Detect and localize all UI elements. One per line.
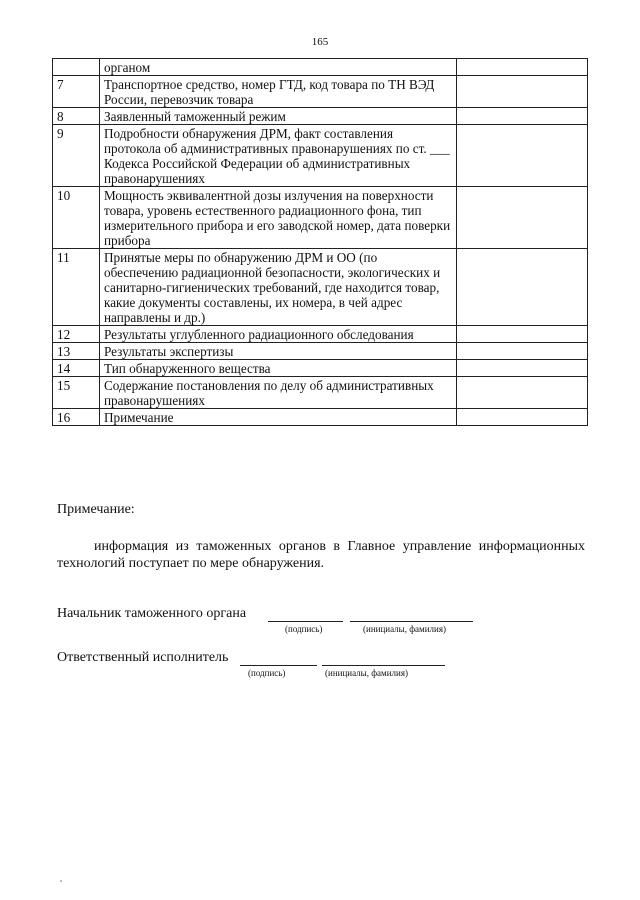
signature-caption: (подпись) <box>285 624 323 634</box>
report-table <box>52 58 588 426</box>
row-value <box>457 343 588 360</box>
row-number: 11 <box>53 249 100 326</box>
row-value <box>457 59 588 76</box>
name-line <box>350 621 473 622</box>
row-value <box>457 108 588 125</box>
table-row <box>53 249 588 326</box>
row-value <box>457 125 588 187</box>
row-number: 7 <box>53 76 100 108</box>
row-description: Принятые меры по обнаружению ДРМ и ОО (по обеспечению радиационной безопасности, экологических и санитарно-гигиенических требований, где находится товар, какие документы составлены, их номера, в чей адрес направлены и др.) <box>100 249 457 326</box>
row-number: 10 <box>53 187 100 249</box>
row-description: органом <box>100 59 457 76</box>
row-description: Тип обнаруженного вещества <box>100 360 457 377</box>
row-value <box>457 187 588 249</box>
row-number: 13 <box>53 343 100 360</box>
row-value <box>457 360 588 377</box>
row-description: Транспортное средство, номер ГТД, код товара по ТН ВЭД России, перевозчик товара <box>100 76 457 108</box>
table-row <box>53 125 588 187</box>
table-row <box>53 187 588 249</box>
row-value <box>457 76 588 108</box>
row-number: 9 <box>53 125 100 187</box>
row-number: 16 <box>53 409 100 426</box>
note-title: Примечание: <box>57 502 135 517</box>
scan-speck <box>60 880 62 882</box>
table-row <box>53 76 588 108</box>
row-description: Содержание постановления по делу об административных правонарушениях <box>100 377 457 409</box>
signature-line <box>268 621 343 622</box>
signature-label-executor: Ответственный исполнитель <box>57 650 229 665</box>
table-row <box>53 59 588 76</box>
table-row <box>53 360 588 377</box>
row-number: 8 <box>53 108 100 125</box>
table-row <box>53 409 588 426</box>
row-description: Примечание <box>100 409 457 426</box>
row-number: 12 <box>53 326 100 343</box>
name-line <box>322 665 445 666</box>
row-description: Результаты экспертизы <box>100 343 457 360</box>
table-row <box>53 343 588 360</box>
name-caption: (инициалы, фамилия) <box>325 668 408 678</box>
note-text: информация из таможенных органов в Главное управление информационных технологий поступает по мере обнаружения. <box>57 539 585 571</box>
row-description: Подробности обнаружения ДРМ, факт составления протокола об административных правонарушениях по ст. ___ Кодекса Российской Федерации об административных правонарушениях <box>100 125 457 187</box>
page-number: 165 <box>311 36 329 48</box>
row-value <box>457 377 588 409</box>
row-number: 15 <box>53 377 100 409</box>
row-value <box>457 326 588 343</box>
table-row <box>53 108 588 125</box>
table-row <box>53 377 588 409</box>
row-number: 14 <box>53 360 100 377</box>
signature-line <box>240 665 317 666</box>
row-description: Результаты углубленного радиационного обследования <box>100 326 457 343</box>
row-value <box>457 409 588 426</box>
row-description: Заявленный таможенный режим <box>100 108 457 125</box>
row-description: Мощность эквивалентной дозы излучения на поверхности товара, уровень естественного радиационного фона, тип измерительного прибора и его заводской номер, дата поверки прибора <box>100 187 457 249</box>
table-row <box>53 326 588 343</box>
signature-label-head: Начальник таможенного органа <box>57 606 247 621</box>
row-number <box>53 59 100 76</box>
signature-caption: (подпись) <box>248 668 286 678</box>
row-value <box>457 249 588 326</box>
report-table-body <box>53 59 588 426</box>
name-caption: (инициалы, фамилия) <box>363 624 446 634</box>
